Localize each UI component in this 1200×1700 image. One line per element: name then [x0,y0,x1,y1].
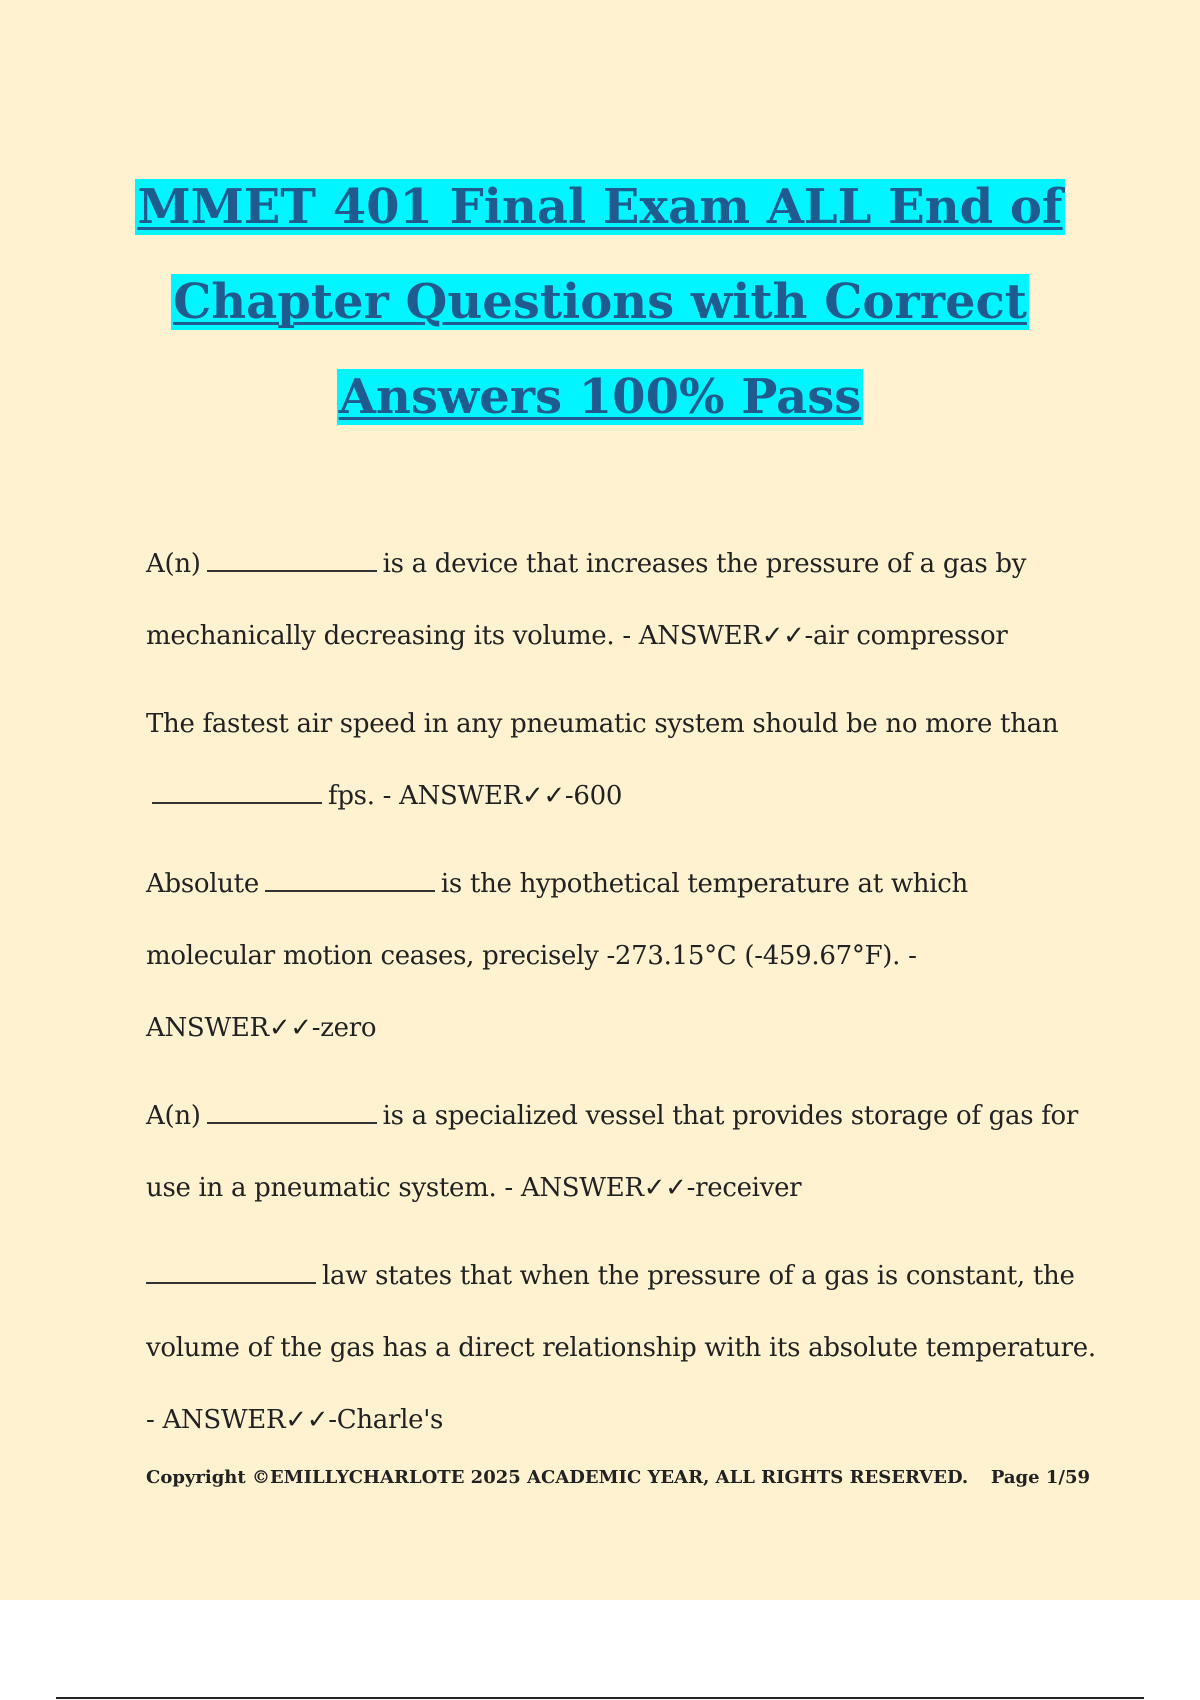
fill-in-blank [207,548,377,572]
question-2 [146,688,1096,832]
question-3 [146,848,1096,1064]
title-line-1: MMET 401 Final Exam ALL End of [137,179,1063,235]
document-title [0,160,1200,445]
question-1 [146,528,1096,672]
title-line-3: Answers 100% Pass [338,369,862,425]
page-number: Page 1/59 [990,1467,1090,1488]
question-3-after: is the hypothetical temperature at which molecular motion ceases, precisely -273.15°C (-459.67°F). - ANSWER✓✓-zero [146,869,968,1043]
question-2-after: fps. - ANSWER✓✓-600 [328,781,623,811]
question-1-before: A(n) [146,549,201,579]
fill-in-blank [152,780,322,804]
question-4 [146,1080,1096,1224]
question-1-after: is a device that increases the pressure of a gas by mechanically decreasing its volume. - ANSWER✓✓-air compressor [146,549,1027,651]
page-footer [146,1467,1090,1488]
question-5-after: law states that when the pressure of a gas is constant, the volume of the gas has a direct relationship with its absolute temperature. - ANSWER✓✓-Charle's [146,1261,1096,1435]
bottom-divider [56,1697,1144,1699]
question-5 [146,1240,1096,1456]
question-list [146,528,1096,1472]
fill-in-blank [146,1260,316,1284]
question-2-before: The fastest air speed in any pneumatic system should be no more than [146,709,1059,739]
question-4-before: A(n) [146,1101,201,1131]
question-4-after: is a specialized vessel that provides storage of gas for use in a pneumatic system. - ANSWER✓✓-receiver [146,1101,1079,1203]
fill-in-blank [265,868,435,892]
copyright-text: Copyright ©EMILLYCHARLOTE 2025 ACADEMIC YEAR, ALL RIGHTS RESERVED. [146,1467,969,1488]
question-3-before: Absolute [146,869,259,899]
title-line-2: Chapter Questions with Correct [173,274,1027,330]
fill-in-blank [207,1100,377,1124]
